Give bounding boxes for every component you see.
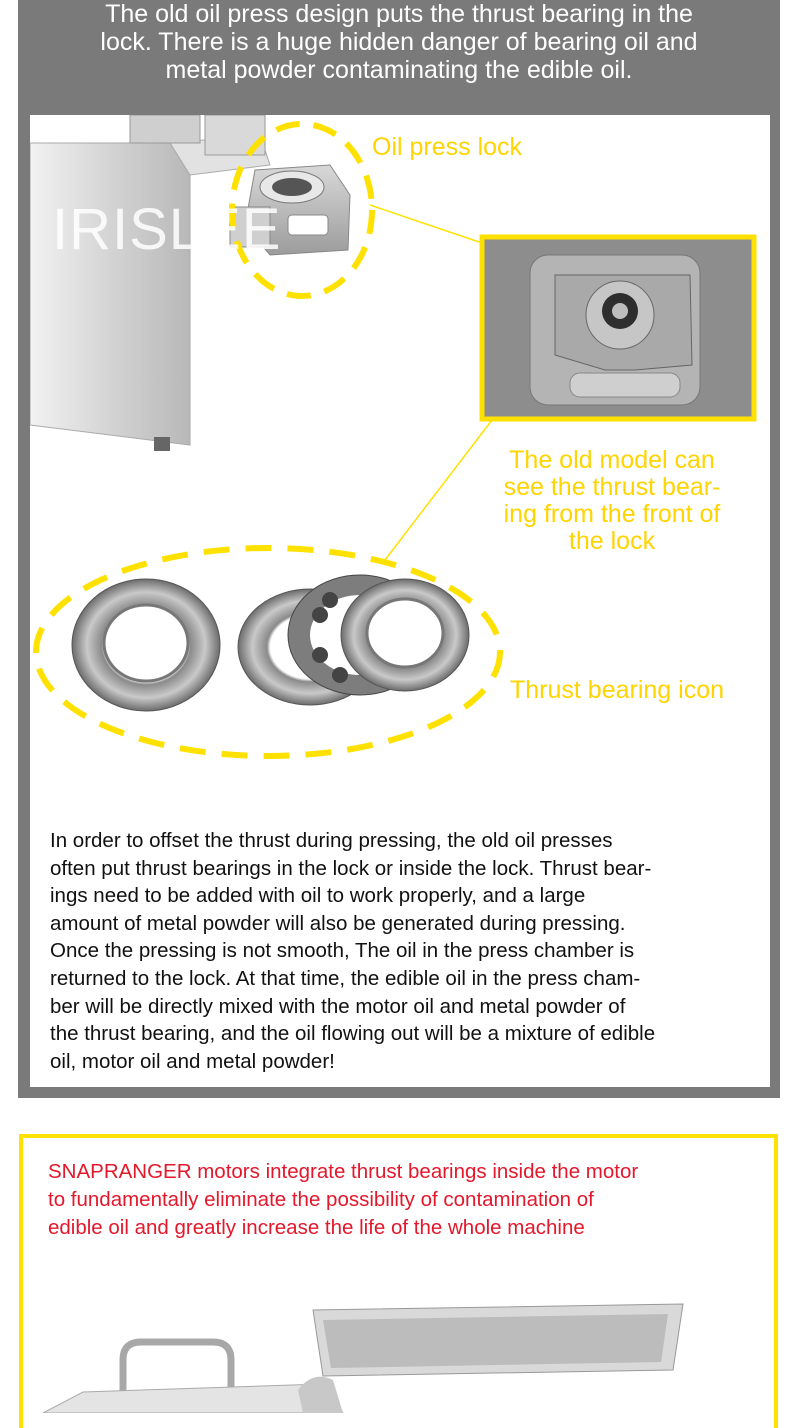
promo-line: edible oil and greatly increase the life of the whole machine bbox=[48, 1216, 585, 1239]
old-press-machine bbox=[30, 115, 350, 451]
watermark-text: IRISLEE bbox=[52, 197, 282, 262]
thrust-bearing-assembled bbox=[72, 579, 220, 711]
promo-line: SNAPRANGER motors integrate thrust bearings inside the motor bbox=[48, 1160, 639, 1183]
label-line: see the thrust bear- bbox=[503, 473, 721, 501]
text-line: Once the pressing is not smooth, The oil in the press chamber is bbox=[50, 939, 635, 963]
label-line: The old model can bbox=[509, 446, 715, 474]
label-old-model bbox=[478, 447, 746, 555]
lock-closeup-photo bbox=[482, 237, 754, 419]
new-press-machine-photo bbox=[23, 1280, 768, 1413]
label-line: ing from the front of bbox=[503, 500, 721, 528]
thrust-bearing-parts bbox=[238, 575, 469, 705]
panel-title bbox=[18, 0, 780, 84]
text-line: the thrust bearing, and the oil flowing out will be a mixture of edible bbox=[50, 1022, 656, 1046]
title-line: metal powder contaminating the edible oil. bbox=[165, 56, 633, 84]
label-line: the lock bbox=[568, 527, 656, 555]
promo-line: to fundamentally eliminate the possibility of contamination of bbox=[48, 1188, 594, 1211]
title-line: The old oil press design puts the thrust bearing in the bbox=[105, 0, 693, 28]
text-line: oil, motor oil and metal powder! bbox=[50, 1049, 335, 1073]
text-line: returned to the lock. At that time, the edible oil in the press cham- bbox=[50, 966, 641, 990]
text-line: amount of metal powder will also be generated during pressing. bbox=[50, 911, 626, 935]
text-line: often put thrust bearings in the lock or inside the lock. Thrust bear- bbox=[50, 856, 652, 880]
text-line: ings need to be added with oil to work properly, and a large bbox=[50, 884, 586, 908]
promo-text bbox=[48, 1158, 748, 1242]
text-line: In order to offset the thrust during pressing, the old oil presses bbox=[50, 829, 613, 852]
title-line: lock. There is a huge hidden danger of bearing oil and bbox=[100, 28, 698, 56]
label-oil-press-lock: Oil press lock bbox=[372, 133, 523, 161]
description-paragraph bbox=[50, 827, 750, 1075]
text-line: ber will be directly mixed with the motor oil and metal powder of bbox=[50, 994, 626, 1018]
label-thrust-bearing: Thrust bearing icon bbox=[510, 676, 725, 704]
